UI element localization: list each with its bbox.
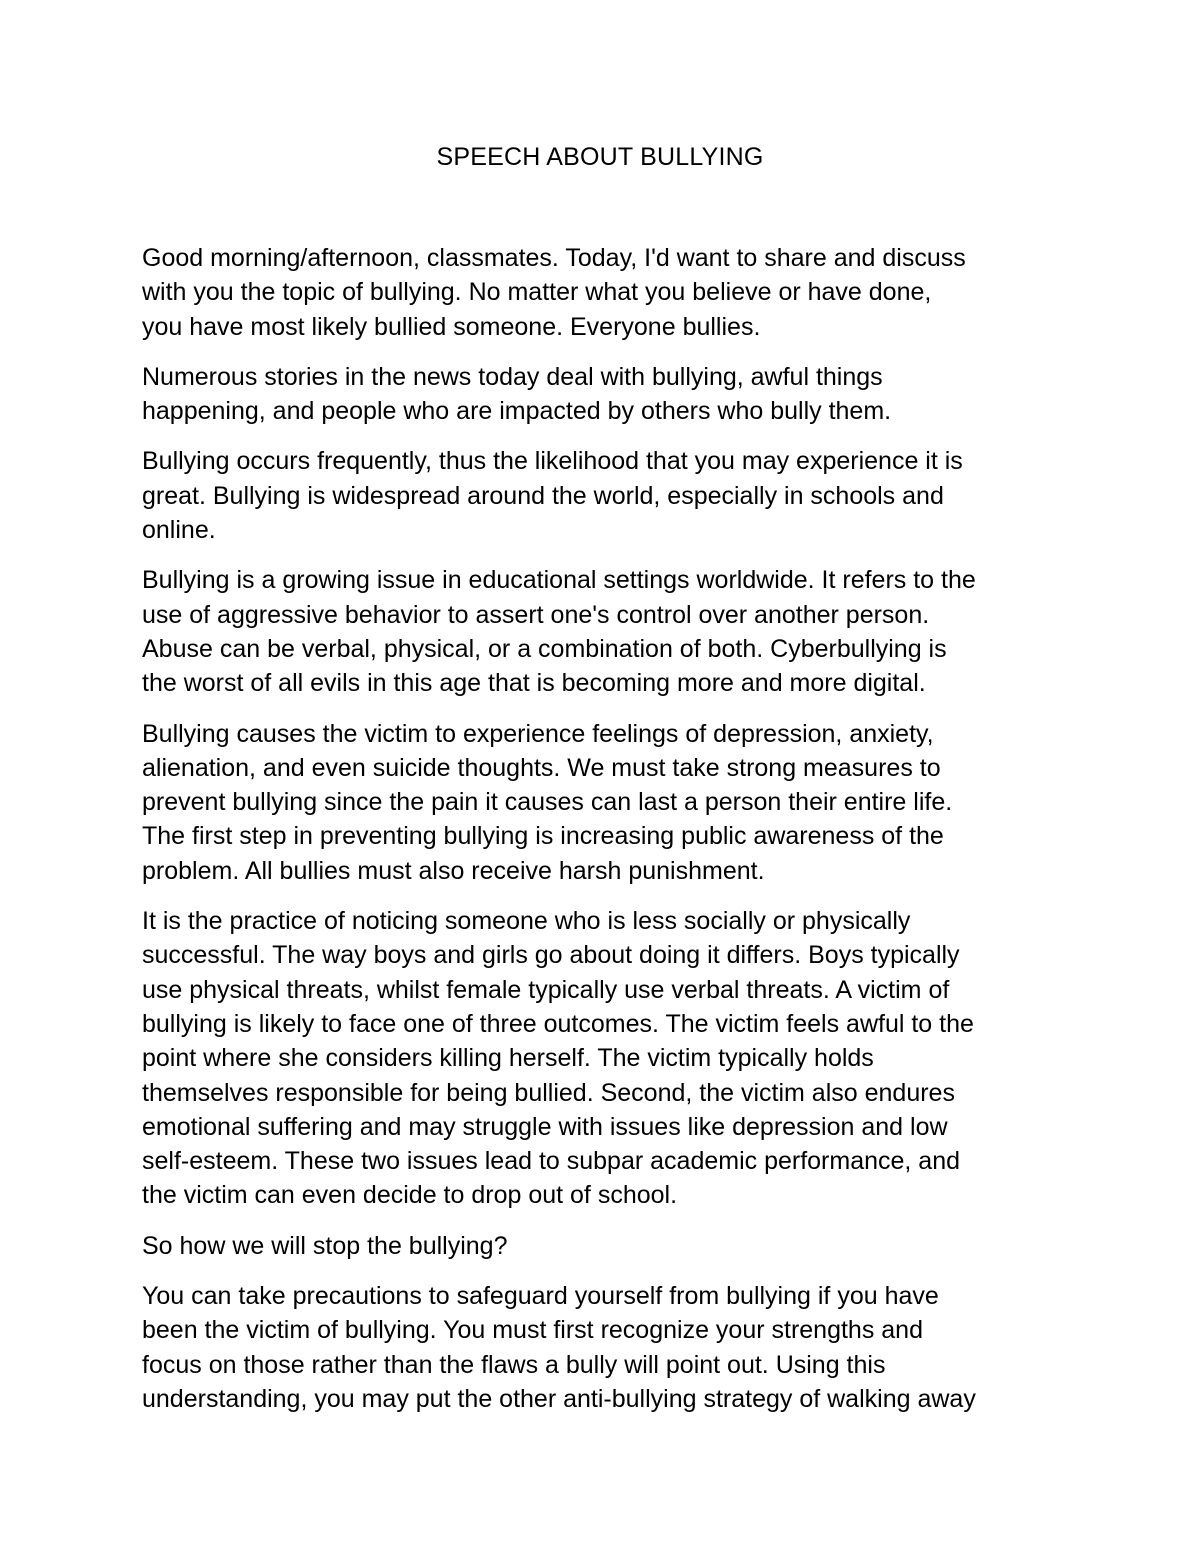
text-line: with you the topic of bullying. No matter what you believe or have done, [142,278,932,307]
text-line: problem. All bullies must also receive harsh punishment. [142,856,765,885]
text-line: Numerous stories in the news today deal with bullying, awful things [142,362,883,391]
text-line: alienation, and even suicide thoughts. We must take strong measures to [142,753,941,782]
text-line: use physical threats, whilst female typically use verbal threats. A victim of [142,975,950,1004]
text-line: online. [142,516,216,545]
paragraph-1 [142,241,1082,344]
text-line: It is the practice of noticing someone who is less socially or physically [142,907,911,936]
text-line: been the victim of bullying. You must first recognize your strengths and [142,1316,923,1345]
text-line: Abuse can be verbal, physical, or a combination of both. Cyberbullying is [142,634,947,663]
text-line: great. Bullying is widespread around the world, especially in schools and [142,481,944,510]
text-line: You can take precautions to safeguard yourself from bullying if you have [142,1282,939,1311]
text-line: themselves responsible for being bullied. Second, the victim also endures [142,1078,955,1107]
text-line: Bullying occurs frequently, thus the likelihood that you may experience it is [142,447,963,476]
text-line: the victim can even decide to drop out of school. [142,1181,678,1210]
text-line: the worst of all evils in this age that is becoming more and more digital. [142,669,926,698]
text-line: Bullying causes the victim to experience feelings of depression, anxiety, [142,719,934,748]
text-line: So how we will stop the bullying? [142,1231,508,1260]
text-line: self-esteem. These two issues lead to subpar academic performance, and [142,1147,961,1176]
text-line: happening, and people who are impacted by others who bully them. [142,397,892,426]
paragraph-5 [142,717,1082,888]
text-line: successful. The way boys and girls go about doing it differs. Boys typically [142,941,960,970]
text-line: The first step in preventing bullying is increasing public awareness of the [142,822,944,851]
paragraph-3 [142,444,1082,547]
text-line: Bullying is a growing issue in educational settings worldwide. It refers to the [142,566,976,595]
document-body [142,241,1082,1432]
text-line: Good morning/afternoon, classmates. Today, I'd want to share and discuss [142,244,966,272]
text-line: focus on those rather than the flaws a bully will point out. Using this [142,1350,886,1379]
text-line: understanding, you may put the other anti-bullying strategy of walking away [142,1384,976,1413]
paragraph-8 [142,1279,1082,1416]
text-line: prevent bullying since the pain it causes can last a person their entire life. [142,788,953,817]
text-line: point where she considers killing herself. The victim typically holds [142,1044,874,1073]
text-line: use of aggressive behavior to assert one's control over another person. [142,600,930,629]
page-title: SPEECH ABOUT BULLYING [436,143,764,171]
text-line: emotional suffering and may struggle with issues like depression and low [142,1112,948,1141]
text-line: bullying is likely to face one of three outcomes. The victim feels awful to the [142,1009,974,1038]
paragraph-6 [142,904,1082,1213]
paragraph-4 [142,563,1082,700]
paragraph-2 [142,360,1082,429]
text-line: you have most likely bullied someone. Everyone bullies. [142,312,761,341]
paragraph-7 [142,1229,1082,1263]
